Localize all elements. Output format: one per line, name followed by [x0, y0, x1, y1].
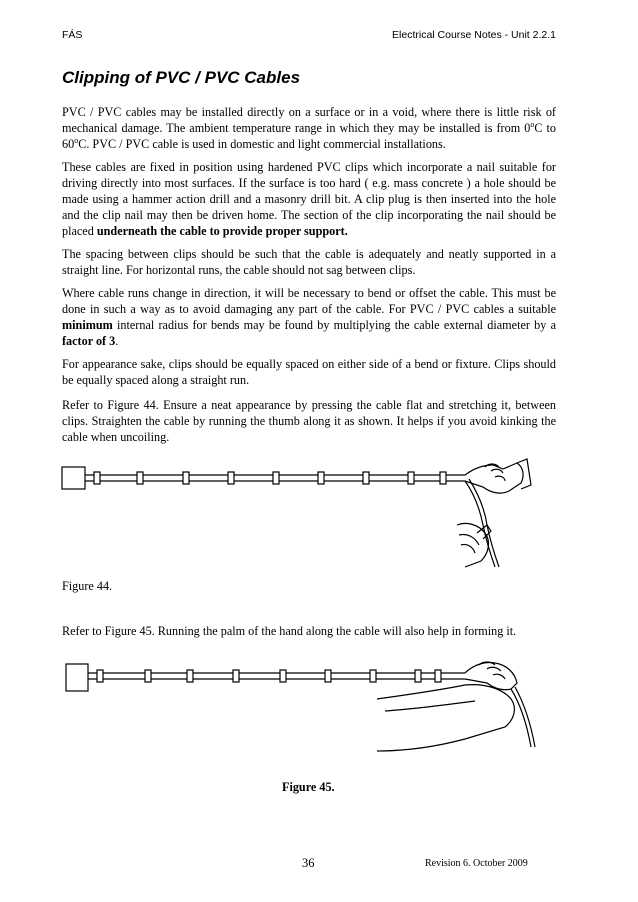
fixture-box — [62, 467, 85, 489]
cable-tail — [511, 687, 535, 747]
header-right: Electrical Course Notes - Unit 2.2.1 — [392, 29, 556, 41]
p4-text-b: internal radius for bends may be found by multiplying the cable external diameter by a — [112, 318, 556, 332]
hand-thumb-icon — [457, 523, 491, 567]
section-title: Clipping of PVC / PVC Cables — [62, 68, 301, 87]
paragraph-clips — [62, 159, 556, 239]
p1-degree-1: o — [530, 119, 535, 129]
cable-clips — [97, 670, 441, 682]
page-number: 36 — [302, 856, 315, 870]
p1-text-c: C. PVC / PVC cable is used in domestic and light commercial installations. — [78, 137, 446, 151]
paragraph-figure44-ref: Refer to Figure 44. Ensure a neat appearance by pressing the cable flat and stretching it, between clips. Straighten the cable by running the thumb along it as shown. It helps if you avoid kinking the cable when uncoiling. — [62, 398, 556, 444]
p4-bold-factor: factor of 3 — [62, 334, 116, 348]
paragraph-spacing: The spacing between clips should be such that the cable is adequately and neatly supported in a straight line. For horizontal runs, the cable should not sag between clips. — [62, 247, 556, 277]
figure-44-illustration — [55, 455, 565, 580]
p2-text: These cables are fixed in position using hardened PVC clips which incorporate a nail suitable for driving directly into most surfaces. If the surface is too hard ( e.g. mass concrete ) a hole should be made using a hammer action drill and a masonry drill bit. A clip plug is then inserted into the hole and the clip nail may then be driven home. The section of the clip incorporating the nail should be placed — [62, 160, 556, 238]
fixture-box — [66, 664, 88, 691]
paragraph-temperature — [62, 104, 556, 152]
paragraph-bends — [62, 285, 556, 349]
p1-text-a: PVC / PVC cables may be installed directly on a surface or in a void, where there is little risk of mechanical damage. The ambient temperature range in which they may be installed is from 0 — [62, 105, 556, 135]
body-text-fig45-ref — [62, 623, 556, 646]
cable-clips — [94, 472, 446, 484]
body-text-upper — [62, 104, 556, 395]
hand-gripping-icon — [465, 459, 531, 493]
revision-note: Revision 6. October 2009 — [425, 858, 528, 869]
figure-45-caption: Figure 45. — [282, 780, 335, 794]
p1-degree-2: o — [74, 135, 79, 145]
figure-45-illustration — [55, 655, 565, 770]
hand-palm-icon — [377, 662, 517, 751]
paragraph-appearance: For appearance sake, clips should be equally spaced on either side of a bend or fixture. Clips should be equally spaced along a straight run. — [62, 357, 556, 387]
p1-text-b: C to 60 — [62, 121, 556, 151]
header-left: FÁS — [62, 29, 83, 41]
p4-bold-minimum: minimum — [62, 318, 113, 332]
figure-44-caption: Figure 44. — [62, 579, 113, 593]
p4-text-c: . — [115, 334, 119, 348]
p4-text-a: Where cable runs change in direction, it will be necessary to bend or offset the cable. This must be done in such a way as to avoid damaging any part of the cable. For PVC / PVC cables a suitable — [62, 286, 556, 316]
p2-bold: underneath the cable to provide proper support. — [96, 224, 348, 238]
body-text-fig44-ref — [62, 397, 556, 452]
paragraph-figure45-ref: Refer to Figure 45. Running the palm of the hand along the cable will also help in forming it. — [62, 624, 517, 638]
